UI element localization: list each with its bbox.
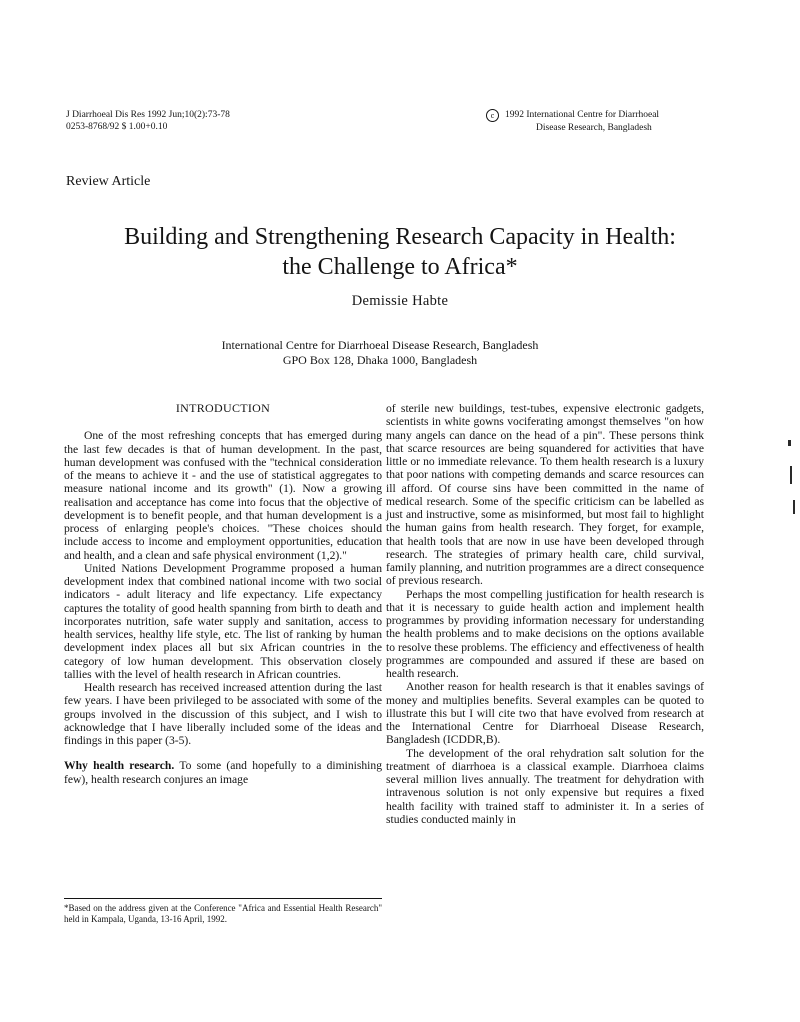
journal-citation bbox=[66, 109, 230, 133]
affiliation-line-1: International Centre for Diarrhoeal Disease Research, Bangladesh bbox=[221, 338, 539, 352]
paragraph bbox=[64, 759, 382, 786]
article-type: Review Article bbox=[66, 174, 151, 189]
footnote-rule bbox=[64, 898, 382, 899]
run-in-heading: Why health research. bbox=[64, 759, 175, 773]
paragraph: One of the most refreshing concepts that has emerged during the last few decades is that of human development. In the past, human development was confused with the "technical consideration of the means to achieve it - and the use of statistical aggregates to measure national income and its growth" (1). Now a growing realisation and acceptance has come into focus that the objective of development is to benefit people, and that human development is a process of enlarging people's choices. "These choices should include access to income and employment opportunities, education and health, and a clean and safe physical environment (1,2)." bbox=[64, 429, 382, 562]
copyright-notice bbox=[486, 109, 659, 134]
author-name: Demissie Habte bbox=[351, 293, 449, 309]
affiliation-line-2: GPO Box 128, Dhaka 1000, Bangladesh bbox=[282, 353, 478, 367]
paragraph: Health research has received increased attention during the last few years. I have been privileged to be associated with some of the groups involved in the discussion of this subject, and I wish to acknowledge that I have liberally included some of the ideas and findings in this paper (3-5). bbox=[64, 681, 382, 747]
paragraph: Another reason for health research is that it enables savings of money and multiplies benefits. Several examples can be quoted to illustrate this but I will cite two that have evolved from research at the International Centre for Diarrhoeal Disease Research, Bangladesh (ICDDR,B). bbox=[386, 680, 704, 747]
section-heading-introduction: INTRODUCTION bbox=[175, 401, 271, 415]
footnote: *Based on the address given at the Conference "Africa and Essential Health Research" held in Kampala, Uganda, 13-16 April, 1992. bbox=[64, 903, 382, 924]
copyright-line-2: Disease Research, Bangladesh bbox=[536, 123, 652, 133]
scan-margin-mark bbox=[790, 466, 792, 484]
paragraph: United Nations Development Programme proposed a human development index that combined national income with two social indicators - adult literacy and life expectancy. Life expectancy captures the totality of good health spanning from birth to death and incorporates nutrition, safe water supply and sanitation, access to health services, healthy life style, etc. The list of ranking by human development index places all but six African countries in the category of low human development. This observation closely tallies with the level of health research in African countries. bbox=[64, 561, 382, 681]
left-column bbox=[64, 402, 382, 786]
scan-margin-mark bbox=[793, 500, 795, 514]
title-line-1: Building and Strengthening Research Capacity in Health: bbox=[124, 224, 676, 250]
citation-line-1: J Diarrhoeal Dis Res 1992 Jun;10(2):73-78 bbox=[66, 110, 230, 120]
scan-margin-mark bbox=[788, 440, 791, 446]
paragraph: Perhaps the most compelling justification for health research is that it is necessary to guide health action and implement health programmes by providing information necessary for understanding the health problems and to make decisions on the options available to resolve these problems. The efficiency and effectiveness of health programmes are compounded and assured if these are based on health research. bbox=[386, 587, 704, 680]
paragraph-text: To some (and hopefully to a diminishing few), health research conjures an image bbox=[64, 759, 382, 786]
paragraph: The development of the oral rehydration salt solution for the treatment of diarrhoea is a classical example. Diarrhoea claims several million lives annually. The treatment for dehydration with intravenous solution is not only expensive but requires a fixed health facility with trained staff to administer it. In a series of studies conducted mainly in bbox=[386, 746, 704, 826]
citation-line-2: 0253-8768/92 $ 1.00+0.10 bbox=[66, 122, 168, 132]
paragraph: of sterile new buildings, test-tubes, expensive electronic gadgets, scientists in white gowns vociferating amongst themselves "on how many angels can dance on the head of a pin". These persons think that scarce resources are being squandered for activities that have little or no immediate relevance. To them health research is a luxury that poor nations with competing demands and scarce resources can ill afford. Of course sins have been committed in the name of medical research. Some of the specific criticism can be labelled as just and instructive, some as misinformed, but most fail to highlight the human gains from health research. They forget, for example, that health tools that are now in use have been developed through research. The strategies of primary health care, child survival, family planning, and nutrition programmes are a direct consequence of previous research. bbox=[386, 402, 704, 588]
title-line-2: the Challenge to Africa* bbox=[282, 254, 518, 280]
article-title bbox=[40, 222, 760, 282]
author-affiliation bbox=[0, 338, 760, 368]
copyright-icon: c bbox=[486, 109, 499, 122]
right-column bbox=[386, 402, 704, 826]
copyright-line-1: 1992 International Centre for Diarrhoeal bbox=[505, 110, 660, 120]
